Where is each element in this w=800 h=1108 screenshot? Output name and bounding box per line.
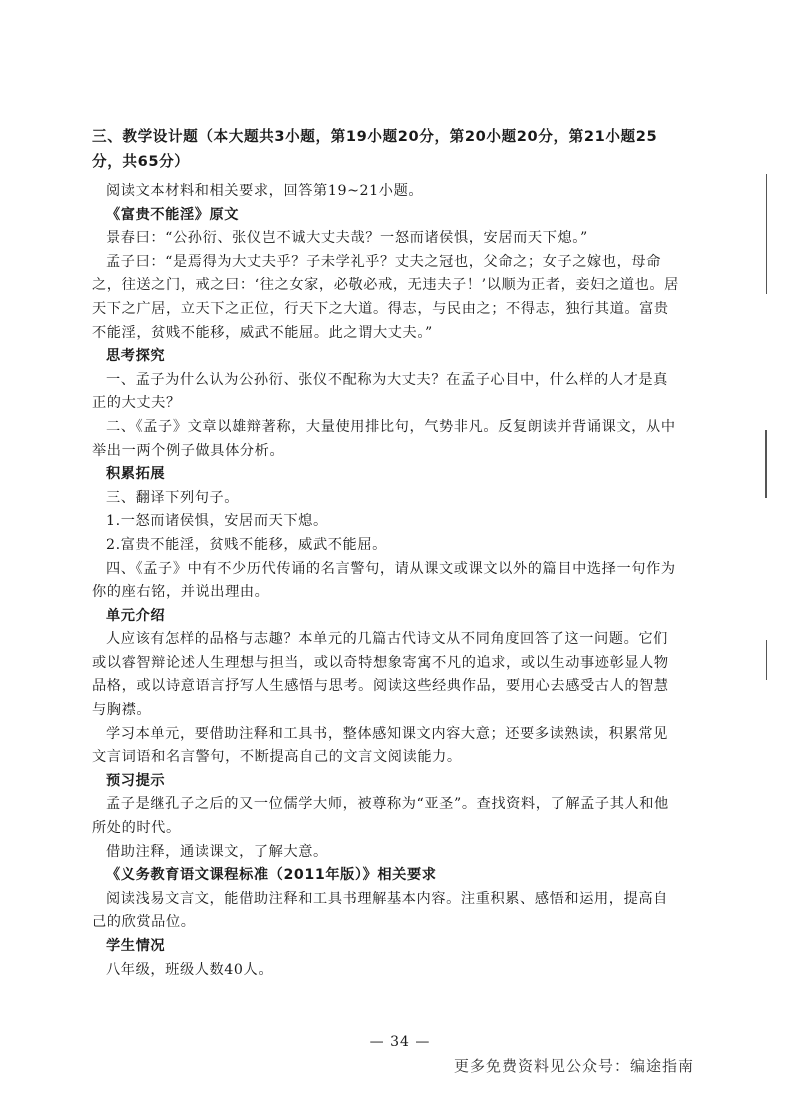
preview-heading: 预习提示 bbox=[106, 772, 166, 789]
accumulate-heading: 积累拓展 bbox=[106, 466, 166, 483]
standard-paragraph: 阅读浅易文言文，能借助注释和工具书理解基本内容。注重积累、感悟和运用，提高自己的欣赏品位。 bbox=[92, 890, 668, 931]
standard-heading: 《义务教育语文课程标准（2011年版）》相关要求 bbox=[106, 867, 437, 884]
think-heading: 思考探究 bbox=[106, 348, 166, 365]
student-heading: 学生情况 bbox=[106, 938, 166, 954]
think-question-1: 一、孟子为什么认为公孙衍、张仪不配称为大丈夫？在孟子心目中，什么样的人才是真正的大丈夫？ bbox=[92, 371, 668, 412]
unit-paragraph-1: 人应该有怎样的品格与志趣？本单元的几篇古代诗文从不同角度回答了这一问题。它们或以睿智辩论述人生理想与担当，或以奇特想象寄寓不凡的追求，或以生动事迹彰显人物品格，或以诗意语言抒写人生感悟与思考。阅读这些经典作品，要用心去感受古人的智慧与胸襟。 bbox=[92, 631, 669, 719]
think-question-2: 二、《孟子》文章以雄辩著称，大量使用排比句，气势非凡。反复朗读并背诵课文，从中举出一两个例子做具体分析。 bbox=[92, 418, 676, 459]
text-paragraph-2: 孟子曰：“是焉得为大丈夫乎？子未学礼乎？丈夫之冠也，父命之；女子之嫁也，母命之，往送之门，戒之曰：‘往之女家，必敬必戒，无违夫子！’以顺为正者，妾妇之道也。居天下之广居，立天下之正位，行天下之大道。得志，与民由之；不得志，独行其道。富贵不能淫，贫贱不能移，威武不能屈。此之谓大丈夫。” bbox=[92, 253, 679, 341]
text-paragraph-1: 景春曰：“公孙衍、张仪岂不诚大丈夫哉？一怒而诸侯惧，安居而天下熄。” bbox=[106, 230, 588, 247]
text-heading: 《富贵不能淫》原文 bbox=[106, 206, 240, 223]
accumulate-item-2: 2.富贵不能淫，贫贱不能移，威武不能屈。 bbox=[106, 536, 387, 553]
scan-edge-line bbox=[765, 430, 767, 498]
section-title: 三、教学设计题（本大题共3小题，第19小题20分，第20小题20分，第21小题25分，共65分） bbox=[92, 128, 658, 170]
student-paragraph: 八年级，班级人数40人。 bbox=[106, 961, 274, 978]
page-number: — 34 — bbox=[369, 1034, 431, 1050]
scan-edge-line bbox=[766, 640, 767, 680]
accumulate-question-3: 三、翻译下列句子。 bbox=[106, 489, 240, 506]
unit-paragraph-2: 学习本单元，要借助注释和工具书，整体感知课文内容大意；还要多读熟读，积累常见文言词语和名言警句，不断提高自己的文言文阅读能力。 bbox=[92, 725, 668, 766]
document-body bbox=[92, 124, 680, 982]
preview-paragraph-2: 借助注释，通读课文，了解大意。 bbox=[106, 843, 328, 860]
unit-heading: 单元介绍 bbox=[106, 607, 166, 624]
scan-edge-line bbox=[766, 174, 767, 294]
footer-note: 更多免费资料见公众号：编途指南 bbox=[453, 1057, 694, 1075]
accumulate-question-4: 四、《孟子》中有不少历代传诵的名言警句，请从课文或课文以外的篇目中选择一句作为你的座右铭，并说出理由。 bbox=[92, 560, 676, 601]
preview-paragraph-1: 孟子是继孔子之后的又一位儒学大师，被尊称为“亚圣”。查找资料，了解孟子其人和他所处的时代。 bbox=[92, 796, 669, 837]
intro-text: 阅读文本材料和相关要求，回答第19~21小题。 bbox=[106, 183, 424, 199]
accumulate-item-1: 1.一怒而诸侯惧，安居而天下熄。 bbox=[106, 513, 328, 530]
